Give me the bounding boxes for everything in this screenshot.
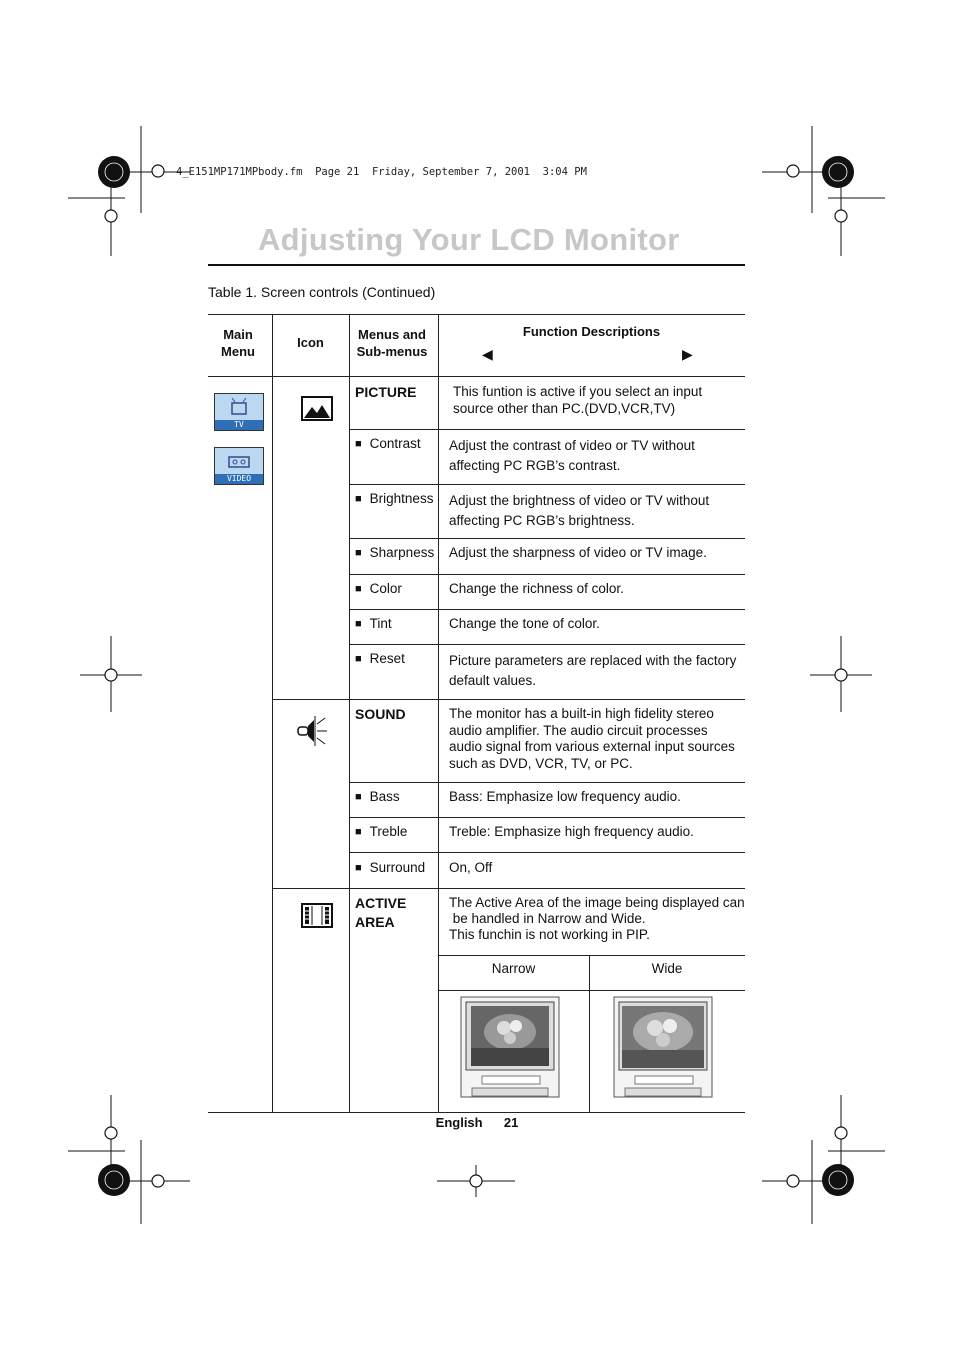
active-area-title-1: ACTIVE: [355, 895, 407, 911]
narrow-monitor-image: [460, 996, 560, 1102]
submenu-sharpness: ■ Sharpness: [355, 545, 434, 563]
submenu-surround: ■ Surround: [355, 860, 425, 878]
wide-label: Wide: [651, 961, 683, 976]
desc-surround: On, Off: [449, 860, 493, 875]
desc-bass: Bass: Emphasize low frequency audio.: [449, 789, 681, 804]
desc-sharpness: Adjust the sharpness of video or TV image.: [449, 545, 707, 560]
submenu-bass: ■ Bass: [355, 789, 400, 807]
video-menu-icon: [214, 447, 264, 485]
active-area-desc-1: The Active Area of the image being displayed can: [449, 895, 745, 910]
title-rule: [208, 264, 745, 266]
submenu-contrast: ■ Contrast: [355, 436, 421, 454]
picture-icon: [301, 396, 333, 421]
desc-color: Change the richness of color.: [449, 581, 624, 596]
desc-brightness: Adjust the brightness of video or TV without affecting PC RGB’s brightness.: [449, 493, 710, 528]
picture-menu-title: PICTURE: [355, 384, 417, 400]
page-title: Adjusting Your LCD Monitor: [258, 222, 680, 257]
desc-tint: Change the tone of color.: [449, 616, 600, 631]
wide-monitor-image: [613, 996, 713, 1102]
footer-language: English: [435, 1115, 483, 1130]
col-header-menus: Menus and Sub-menus: [356, 327, 428, 359]
table-caption: Table 1. Screen controls (Continued): [208, 284, 436, 300]
film-icon: [301, 903, 333, 928]
video-label: VIDEO: [215, 474, 263, 484]
narrow-label: Narrow: [491, 961, 536, 976]
desc-contrast: Adjust the contrast of video or TV without affecting PC RGB’s contrast.: [449, 438, 695, 473]
sound-menu-title: SOUND: [355, 706, 406, 722]
submenu-treble: ■ Treble: [355, 824, 407, 842]
col-header-function: Function Descriptions: [522, 324, 661, 339]
col-header-icon: Icon: [297, 335, 324, 350]
tv-menu-icon: [214, 393, 264, 431]
active-area-desc-3: This funchin is not working in PIP.: [449, 927, 650, 942]
tv-label: TV: [215, 420, 263, 430]
submenu-reset: ■ Reset: [355, 651, 405, 669]
desc-reset: Picture parameters are replaced with the factory default values.: [449, 653, 737, 688]
arrow-left-icon: ◀: [482, 346, 493, 362]
speaker-icon: [296, 714, 330, 748]
active-area-desc-2: be handled in Narrow and Wide.: [449, 911, 646, 926]
submenu-color: ■ Color: [355, 581, 402, 599]
col-header-main-menu: Main Menu: [221, 327, 255, 359]
footer-page-number: 21: [503, 1115, 519, 1130]
submenu-brightness: ■ Brightness: [355, 491, 433, 509]
file-info-line: 4_E151MP171MPbody.fm Page 21 Friday, September 7, 2001 3:04 PM: [176, 166, 587, 178]
page-footer: [0, 1115, 954, 1130]
submenu-tint: ■ Tint: [355, 616, 392, 634]
picture-description: This funtion is active if you select an input source other than PC.(DVD,VCR,TV): [453, 384, 703, 416]
sound-description: The monitor has a built-in high fidelity stereo audio amplifier. The audio circuit processes audio signal from various external input sources such as DVD, VCR, TV, or PC.: [449, 706, 735, 771]
active-area-title-2: AREA: [355, 914, 395, 930]
desc-treble: Treble: Emphasize high frequency audio.: [449, 824, 694, 839]
arrow-right-icon: ▶: [682, 346, 693, 362]
